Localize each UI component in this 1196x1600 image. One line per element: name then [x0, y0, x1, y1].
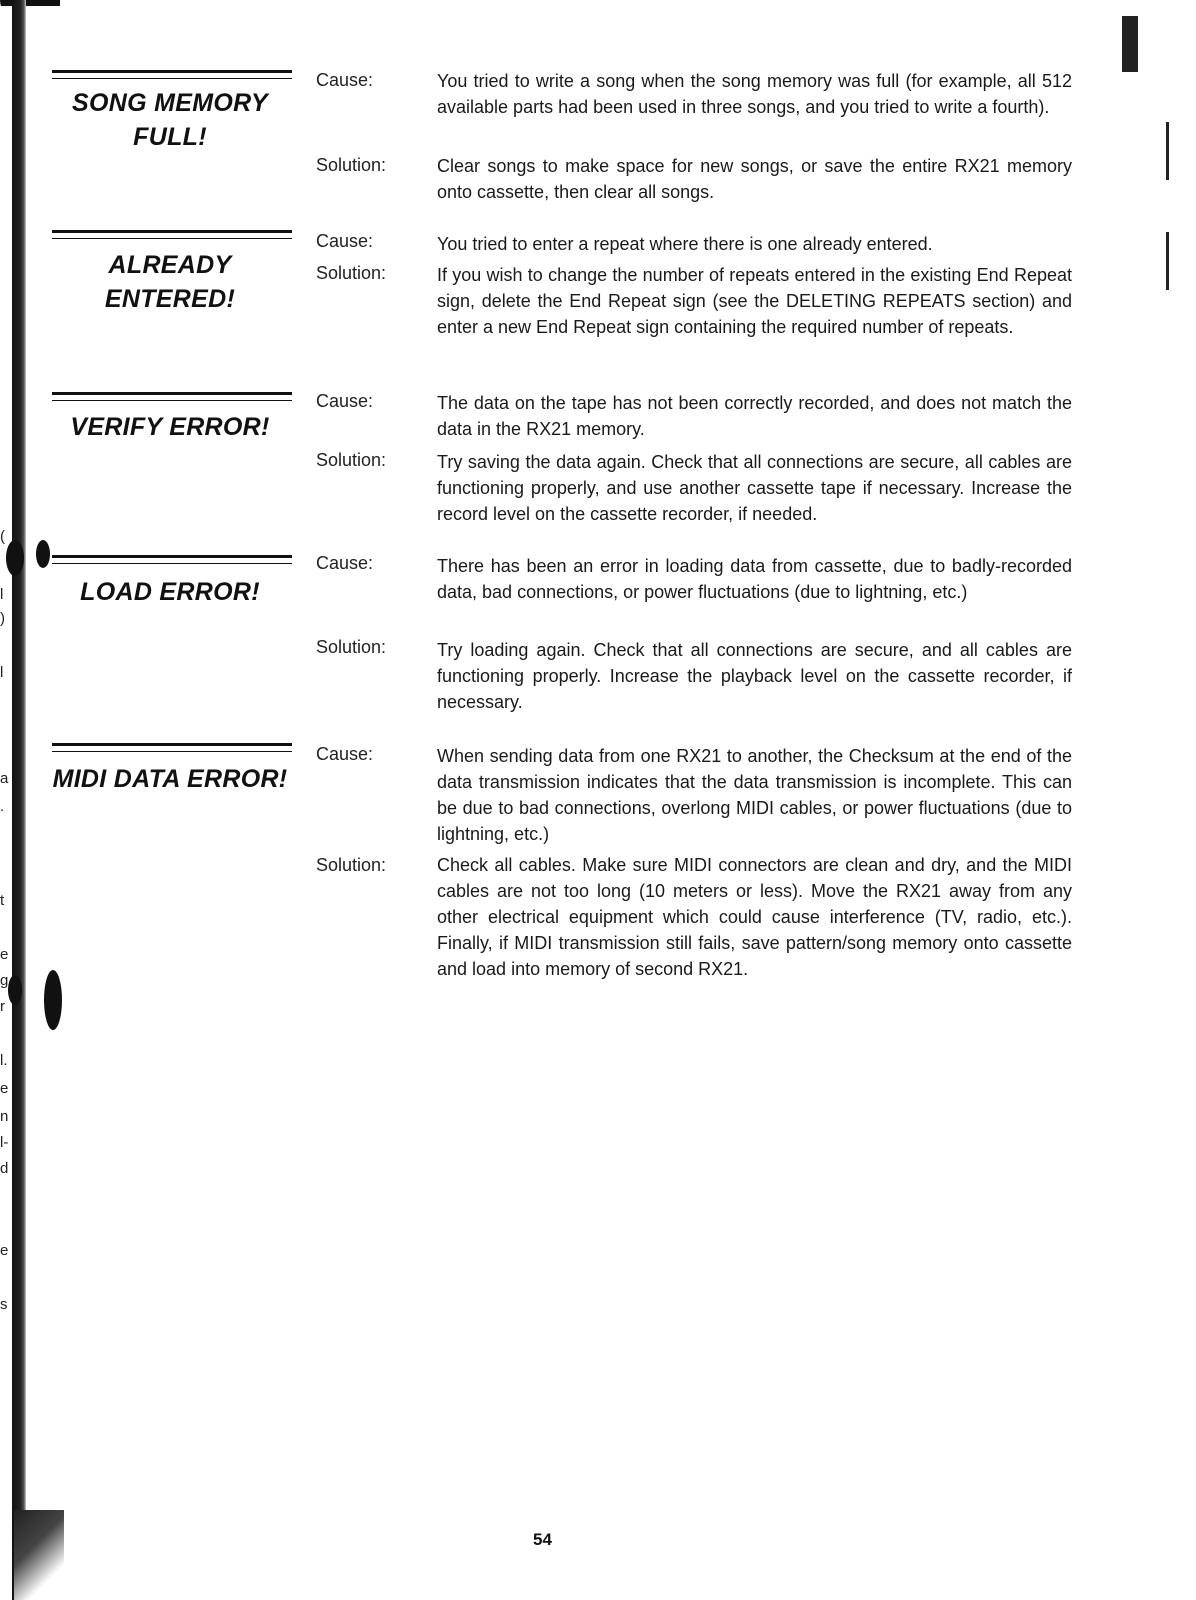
edge-letter: t — [0, 892, 5, 909]
scan-mark-line — [1166, 232, 1169, 290]
edge-letter: a — [0, 770, 9, 787]
cause-text: You tried to write a song when the song memory was full (for example, all 512 available parts had been used in three songs, and you tried to write a fourth). — [437, 71, 1072, 117]
heading-rule — [52, 743, 292, 752]
cause-text: The data on the tape has not been correctly recorded, and does not match the data in the RX21 memory. — [437, 393, 1072, 439]
heading-rule — [52, 70, 292, 79]
cause-text: You tried to enter a repeat where there is one already entered. — [437, 234, 933, 254]
cause-label: Cause: — [316, 391, 374, 411]
binding-foot-artifact — [14, 1510, 64, 1600]
edge-letter: s — [0, 1296, 8, 1313]
solution-label: Solution: — [316, 155, 387, 175]
bleed-through-letters — [0, 0, 10, 1600]
error-heading: VERIFY ERROR! — [70, 413, 270, 441]
solution-text: If you wish to change the number of repeats entered in the existing End Repeat sign, delete the End Repeat sign (see the DELETING REPEATS section) and enter a new End Repeat sign containing the required number of repeats. — [437, 265, 1072, 337]
edge-letter: e — [0, 1242, 9, 1259]
solution-label: Solution: — [316, 263, 387, 283]
solution-text: Try saving the data again. Check that all connections are secure, all cables are functioning properly, and use another cassette tape if necessary. Increase the record level on the cassette recorder, if needed. — [437, 452, 1072, 524]
cause-label: Cause: — [316, 231, 374, 251]
error-heading: ALREADY ENTERED! — [104, 251, 236, 313]
edge-letter: l — [0, 664, 4, 681]
edge-letter: e — [0, 946, 9, 963]
edge-letter: . — [0, 798, 5, 815]
scan-mark-block — [1122, 16, 1138, 72]
edge-letter: l- — [0, 1134, 9, 1151]
edge-letter: d — [0, 1160, 9, 1177]
solution-text: Check all cables. Make sure MIDI connectors are clean and dry, and the MIDI cables are not too long (10 meters or less). Move the RX21 away from any other electrical equipment which could cause interference (TV, radio, etc.). Finally, if MIDI transmission still fails, save pattern/song memory onto cassette and load into memory of second RX21. — [437, 855, 1072, 979]
error-heading: SONG MEMORY FULL! — [72, 89, 268, 151]
solution-text: Try loading again. Check that all connections are secure, and all cables are functioning properly. Increase the playback level on the cassette recorder, if necessary. — [437, 640, 1072, 712]
error-heading: MIDI DATA ERROR! — [52, 765, 288, 793]
solution-label: Solution: — [316, 450, 387, 470]
solution-label: Solution: — [316, 855, 387, 875]
punch-hole-artifact — [44, 970, 62, 1030]
cause-text: When sending data from one RX21 to another, the Checksum at the end of the data transmission indicates that the data transmission is incomplete. This can be due to bad connections, overlong MIDI cables, or power fluctuations (due to lightning, etc.) — [437, 746, 1072, 844]
edge-letter: e — [0, 1080, 9, 1097]
solution-text: Clear songs to make space for new songs, or save the entire RX21 memory onto cassette, then clear all songs. — [437, 156, 1072, 202]
edge-letter: n — [0, 1108, 9, 1125]
scan-mark-line — [1166, 122, 1169, 180]
cause-label: Cause: — [316, 744, 374, 764]
edge-letter: ) — [0, 610, 5, 627]
edge-letter: ( — [0, 528, 5, 545]
edge-letter: l. — [0, 1052, 8, 1069]
page-number: 54 — [533, 1530, 552, 1549]
heading-rule — [52, 392, 292, 401]
error-heading: LOAD ERROR! — [80, 578, 260, 606]
edge-letter: g — [0, 972, 9, 989]
punch-hole-artifact — [36, 540, 50, 568]
cause-label: Cause: — [316, 553, 374, 573]
punch-hole-artifact — [8, 975, 22, 1005]
edge-letter: l — [0, 586, 4, 603]
solution-label: Solution: — [316, 637, 387, 657]
cause-text: There has been an error in loading data from cassette, due to badly-recorded data, bad connections, or power fluctuations (due to lightning, etc.) — [437, 556, 1072, 602]
cause-label: Cause: — [316, 70, 374, 90]
edge-letter: r — [0, 998, 5, 1015]
binding-edge-artifact — [12, 0, 26, 1600]
heading-rule — [52, 555, 292, 564]
heading-rule — [52, 230, 292, 239]
